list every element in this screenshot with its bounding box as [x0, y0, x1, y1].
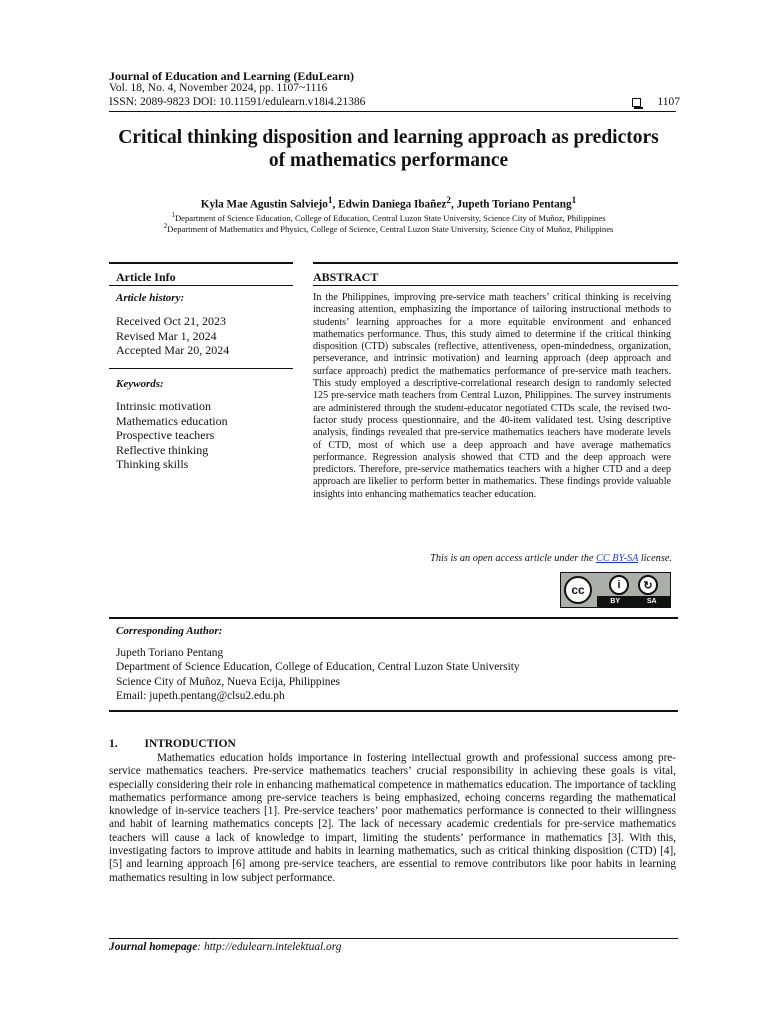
section-heading	[109, 738, 236, 750]
author-name: Edwin Daniega Ibañez	[338, 198, 447, 211]
keyword-item: Intrinsic motivation	[116, 399, 211, 413]
author-list: Kyla Mae Agustin Salviejo$^1$, Edwin Daniega Ibañez$^2$, Jupeth Toriano Pentang$^1$	[200, 196, 577, 211]
affiliation-sup: 2	[163, 222, 168, 230]
corresponding-name: Jupeth Toriano Pentang	[116, 647, 224, 659]
keyword-item: Prospective teachers	[116, 428, 215, 442]
sa-share-icon: ↻	[638, 575, 658, 595]
license-line	[430, 553, 672, 564]
history-divider	[109, 368, 293, 369]
article-history-dates	[116, 314, 229, 358]
article-info-sub-rule	[109, 285, 293, 286]
introduction-paragraph: Mathematics education holds importance in fostering intellectual growth and professional success among pre-service mathematics teachers. Pre-service mathematics teachers’ crucial responsibility in achieving these goals is vital, especially considering their role in enhancing mathematical competence in mathematics education. The importance of tackling mathematics performance among pre-service teachers is being emphasized, echoing concerns regarding the mathematical knowledge of in-service teachers [1]. Pre-service teachers’ poor mathematics performance is connected to their willingness and habit of learning mathematics concepts [2]. The lack of necessary academic credentials for pre-service mathematics teachers will cause a lack of knowledge to impart, limiting the students’ performance in mathematics [3]. With this, investigating factors to improve attitude and habits in learning mathematics, such as critical thinking disposition (CTD) [4], [5] and learning approach [6] among pre-service teachers, are essential to remove contributors like poor habits in learning mathematics resulting in low subject performance.	[109, 752, 676, 884]
corresponding-email: Email: jupeth.pentang@clsu2.edu.ph	[116, 689, 285, 702]
affiliation-text: Department of Science Education, College of Education, Central Luzon State University, Science City of Muñoz, Philippines	[174, 212, 606, 223]
abstract-top-rule	[313, 262, 678, 264]
author-sup: 2	[446, 196, 451, 206]
abstract-heading: ABSTRACT	[313, 270, 379, 284]
header-rule	[109, 111, 676, 112]
author-name: Jupeth Toriano Pentang	[456, 198, 572, 211]
cc-label-strip	[597, 596, 670, 607]
article-info-heading: Article Info	[116, 270, 176, 284]
article-history-label: Article history:	[116, 292, 185, 304]
corresponding-dept: Department of Science Education, College of Education, Central Luzon State University	[116, 661, 520, 674]
footer-rule	[109, 938, 678, 939]
affiliation-2	[109, 222, 668, 234]
revised-date: Revised Mar 1, 2024	[116, 328, 217, 343]
keyword-item: Mathematics education	[116, 413, 228, 428]
corresponding-top-rule	[109, 617, 678, 619]
affiliation-sup: 1	[171, 211, 175, 219]
paper-title: Critical thinking disposition and learning approach as predictors of mathematics performance	[118, 127, 659, 171]
introduction-body	[109, 752, 676, 885]
article-info-top-rule	[109, 262, 293, 264]
corresponding-label: Corresponding Author:	[116, 625, 223, 637]
accepted-date: Accepted Mar 20, 2024	[116, 343, 230, 357]
journal-homepage	[109, 941, 341, 953]
keyword-item: Thinking skills	[116, 457, 189, 471]
homepage-label: Journal homepage	[109, 941, 198, 953]
cc-icon: cc	[564, 576, 592, 604]
affiliation-text: Department of Mathematics and Physics, College of Science, Central Luzon State University, Science City of Muñoz, Philippines	[167, 223, 614, 234]
abstract-text: In the Philippines, improving pre-service math teachers’ critical thinking is receiving increasing attention, emphasizing the importance of tailoring instructional methods to students’ learning approaches for a more equitable environment and enhanced mathematics performance. Thus, this study aimed to determine if the critical thinking disposition (CTD) subscales (reflective, attentiveness, open-mindedness, organization, perseverance, and intrinsic motivation) and learning approach (deep approach and surface approach) predict the mathematics performance of pre-service math teachers. This study employed a descriptive-correlational research design to randomly selected 125 pre-service math teachers from Central Luzon, Philippines. The survey instruments are administered through the student-educator negotiated CTDs scale, the revised two-factor study process questionnaire, and the 40-item validated test. Using descriptive analysis, findings revealed that pre-service mathematics teachers have moderate levels of CTD, most of which use a deep approach and have average mathematics performance. Regression analysis showed that CTD and the deep approach were predictors. Therefore, pre-service mathematics teachers with a higher CTD and a deep approach are likelier to perform better in mathematics. These findings provide valuable insights into enhancing mathematics teacher education.	[313, 292, 671, 500]
cc-sa-label: SA	[646, 598, 657, 605]
corresponding-bottom-rule	[109, 710, 678, 712]
section-title: INTRODUCTION	[144, 738, 236, 750]
square-box-icon	[632, 98, 641, 107]
author-sup: 1	[327, 196, 333, 206]
homepage-url[interactable]: : http://edulearn.intelektual.org	[197, 941, 342, 953]
author-sup: 1	[571, 196, 577, 206]
keyword-item: Reflective thinking	[116, 442, 209, 457]
journal-issn-doi: ISSN: 2089-9823 DOI: 10.11591/edulearn.v18i4.21386	[109, 96, 366, 108]
corresponding-city: Science City of Muñoz, Nueva Ecija, Philippines	[116, 675, 340, 688]
license-suffix: license.	[638, 553, 672, 564]
keyword-list	[116, 399, 228, 472]
by-person-icon: i	[609, 575, 629, 595]
author-name: Kyla Mae Agustin Salviejo	[200, 198, 328, 211]
corresponding-details	[116, 646, 520, 703]
cc-by-label: BY	[610, 598, 621, 605]
license-link[interactable]: CC BY-SA	[596, 553, 639, 564]
page-number: 1107	[657, 96, 680, 108]
cc-by-sa-badge[interactable]	[560, 572, 671, 608]
section-number: 1.	[109, 738, 118, 750]
keywords-label: Keywords:	[116, 378, 164, 390]
abstract-sub-rule	[313, 285, 678, 286]
journal-name: Journal of Education and Learning (EduLearn)	[109, 69, 355, 83]
received-date: Received Oct 21, 2023	[116, 314, 226, 328]
journal-volume: Vol. 18, No. 4, November 2024, pp. 1107~1116	[109, 82, 328, 94]
page-number-block	[632, 96, 680, 108]
license-prefix: This is an open access article under the	[430, 553, 596, 564]
